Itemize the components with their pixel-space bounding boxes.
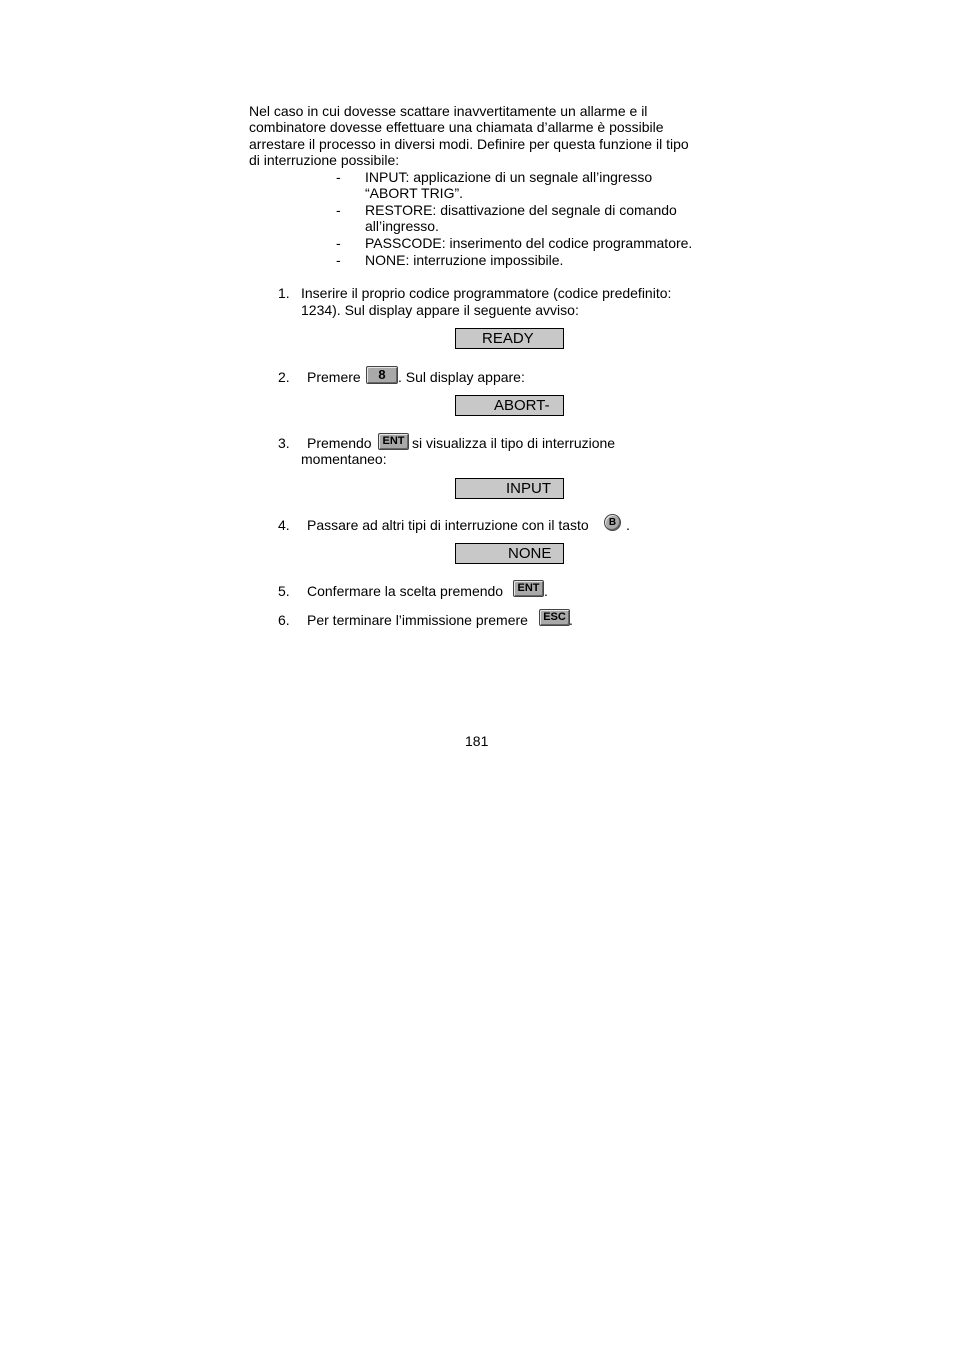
option-dash: - [336, 252, 341, 268]
step-number: 6. [278, 612, 290, 628]
display-text: READY [482, 330, 534, 347]
display-text: INPUT [506, 480, 551, 497]
display-input [455, 478, 564, 499]
option-dash: - [336, 169, 341, 185]
step-2-text-before: Premere [307, 369, 361, 385]
display-text: ABORT- [494, 397, 550, 414]
step-3-text-before: Premendo [307, 435, 372, 451]
step-1-line-1: Inserire il proprio codice programmatore (codice predefinito: [301, 285, 672, 301]
intro-line-2: combinatore dovesse effettuare una chiamata d’allarme è possibile [249, 119, 664, 135]
step-6-text-after: . [569, 612, 573, 628]
step-number: 3. [278, 435, 290, 451]
display-none [455, 543, 564, 564]
step-1-line-2: 1234). Sul display appare il seguente avviso: [301, 302, 579, 318]
step-number: 1. [278, 285, 290, 301]
key-8-icon: 8 [366, 366, 398, 384]
ent-key-icon: ENT [513, 580, 544, 597]
option-none-line-1: NONE: interruzione impossibile. [365, 252, 564, 268]
intro-line-4: di interruzione possibile: [249, 152, 400, 168]
ent-key-icon: ENT [378, 433, 409, 450]
option-input-line-1: INPUT: applicazione di un segnale all’ingresso [365, 169, 653, 185]
page-number: 181 [465, 733, 489, 749]
display-text: NONE [508, 545, 552, 562]
option-restore-line-2: all’ingresso. [365, 218, 439, 234]
step-3-line-2: momentaneo: [301, 451, 387, 467]
step-3-text-after: si visualizza il tipo di interruzione [412, 435, 616, 451]
step-5-text-after: . [544, 583, 548, 599]
option-passcode-line-1: PASSCODE: inserimento del codice programmatore. [365, 235, 693, 251]
b-key-icon: B [604, 514, 621, 531]
esc-key-icon: ESC [539, 609, 570, 626]
step-5-text-before: Confermare la scelta premendo [307, 583, 504, 599]
step-6-text-before: Per terminare l’immissione premere [307, 612, 528, 628]
intro-line-1: Nel caso in cui dovesse scattare inavvertitamente un allarme e il [249, 103, 648, 119]
step-number: 4. [278, 517, 290, 533]
intro-line-3: arrestare il processo in diversi modi. Definire per questa funzione il tipo [249, 136, 689, 152]
option-dash: - [336, 202, 341, 218]
option-input-line-2: “ABORT TRIG”. [365, 185, 464, 201]
option-restore-line-1: RESTORE: disattivazione del segnale di comando [365, 202, 677, 218]
display-abort [455, 395, 564, 416]
step-number: 2. [278, 369, 290, 385]
option-dash: - [336, 235, 341, 251]
step-2-text-after: . Sul display appare: [398, 369, 525, 385]
step-4-text-after: . [626, 517, 630, 533]
display-ready [455, 328, 564, 349]
step-4-text-before: Passare ad altri tipi di interruzione con il tasto [307, 517, 589, 533]
step-number: 5. [278, 583, 290, 599]
